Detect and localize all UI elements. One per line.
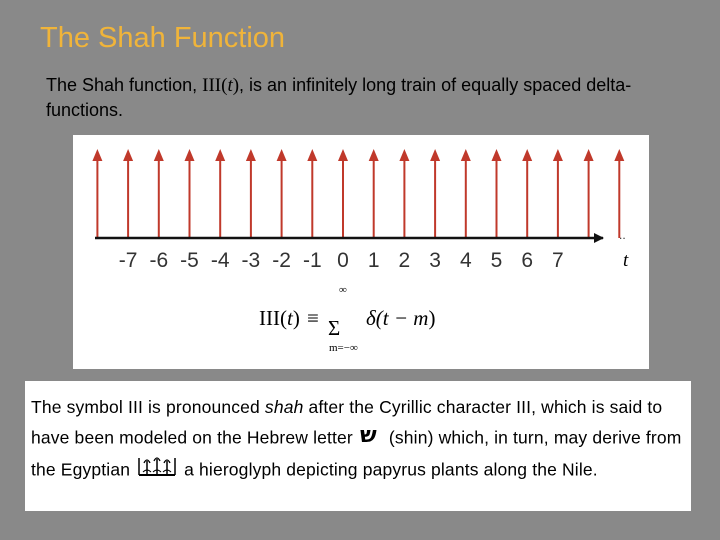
delta-spike-arrowhead bbox=[154, 149, 164, 161]
delta-spike bbox=[92, 149, 102, 238]
shin-glyph: ש bbox=[359, 422, 377, 445]
delta-spike-arrowhead bbox=[430, 149, 440, 161]
shah-formula bbox=[259, 284, 435, 354]
shah-note-text bbox=[31, 393, 687, 488]
tick-label: -5 bbox=[180, 249, 199, 272]
tick-label: -7 bbox=[118, 249, 138, 272]
delta-spike bbox=[307, 149, 317, 238]
intro-paragraph bbox=[46, 73, 666, 123]
delta-spike bbox=[614, 149, 624, 238]
tick-label: 2 bbox=[398, 249, 411, 272]
formula-lhs-var: t bbox=[286, 306, 293, 330]
delta-spike-arrowhead bbox=[553, 149, 563, 161]
delta-spike-arrowhead bbox=[369, 149, 379, 161]
shah-symbol: III( bbox=[202, 75, 228, 96]
shah-diagram bbox=[73, 135, 649, 369]
tick-label: -3 bbox=[241, 249, 261, 272]
svg-text:δ(t − m) bbox=[366, 306, 435, 330]
delta-spike bbox=[369, 149, 379, 238]
intro-text-before: The Shah function, bbox=[46, 75, 198, 95]
tick-label: -1 bbox=[302, 249, 322, 272]
delta-spike-arrowhead bbox=[522, 149, 532, 161]
shah-variable: t bbox=[227, 75, 233, 96]
delta-spike-arrowhead bbox=[584, 149, 594, 161]
delta-spike-arrowhead bbox=[614, 149, 624, 161]
formula-lhs: III( bbox=[259, 306, 287, 330]
delta-spike bbox=[338, 149, 348, 238]
delta-spike-arrowhead bbox=[338, 149, 348, 161]
delta-spike-arrowhead bbox=[399, 149, 409, 161]
tick-labels bbox=[119, 249, 564, 272]
formula-sum-upper: ∞ bbox=[339, 284, 347, 296]
tick-label: 5 bbox=[490, 249, 503, 272]
tick-label: 6 bbox=[521, 249, 534, 272]
shah-note-box bbox=[25, 381, 691, 511]
delta-spike bbox=[584, 149, 594, 238]
delta-spike bbox=[492, 149, 502, 238]
delta-spike bbox=[277, 149, 287, 238]
formula-arg: t − m bbox=[382, 306, 429, 330]
note-p3: (shin) which, in turn, may derive from the Egyptian bbox=[31, 426, 682, 480]
delta-spike-arrowhead bbox=[185, 149, 195, 161]
delta-spike bbox=[399, 149, 409, 238]
note-shah-word: shah bbox=[264, 397, 304, 417]
slide-title: The Shah Function bbox=[40, 22, 286, 54]
tick-label: -6 bbox=[149, 249, 169, 272]
delta-spike bbox=[553, 149, 563, 238]
delta-spike-arrowhead bbox=[246, 149, 256, 161]
note-p1: The symbol III is pronounced bbox=[31, 397, 265, 417]
delta-spike-arrowhead bbox=[123, 149, 133, 161]
shah-diagram-svg bbox=[73, 135, 649, 369]
delta-spike-arrowhead bbox=[92, 149, 102, 161]
tick-label: 3 bbox=[429, 249, 441, 272]
delta-spike bbox=[522, 149, 532, 238]
note-p4: a hieroglyph depicting papyrus plants along the Nile. bbox=[184, 459, 598, 480]
delta-spike bbox=[246, 149, 256, 238]
delta-spike-arrowhead bbox=[277, 149, 287, 161]
formula-close: ) bbox=[428, 306, 436, 330]
delta-spikes bbox=[92, 149, 624, 238]
svg-text:III(t) bbox=[259, 306, 300, 330]
tick-label: -4 bbox=[210, 249, 230, 272]
delta-spike-arrowhead bbox=[461, 149, 471, 161]
delta-spike-arrowhead bbox=[492, 149, 502, 161]
shah-symbol-close: ) bbox=[232, 75, 240, 96]
tick-label: 1 bbox=[367, 249, 380, 272]
delta-spike bbox=[123, 149, 133, 238]
formula-lhs-close: ) bbox=[292, 306, 300, 330]
axis-ellipsis: .. bbox=[619, 228, 626, 242]
delta-spike bbox=[430, 149, 440, 238]
tick-label: -2 bbox=[272, 249, 291, 272]
delta-spike-arrowhead bbox=[215, 149, 225, 161]
delta-spike bbox=[185, 149, 195, 238]
tick-label: 7 bbox=[552, 249, 564, 272]
formula-delta: δ( bbox=[366, 306, 383, 330]
intro-text-after: , is an infinitely long train of equally spaced delta-functions. bbox=[46, 75, 632, 120]
shin-letter-icon bbox=[358, 423, 384, 455]
delta-spike-arrowhead bbox=[307, 149, 317, 161]
tick-label: 4 bbox=[459, 249, 472, 272]
tick-label: 0 bbox=[337, 249, 349, 272]
formula-sum-lower: m=−∞ bbox=[329, 342, 358, 354]
papyrus-hieroglyph-icon bbox=[135, 454, 179, 488]
sum-icon: Σ bbox=[328, 316, 341, 340]
note-p2: after the Cyrillic character III, which is said to have been modeled on the Hebrew letter bbox=[31, 397, 663, 447]
delta-spike bbox=[215, 149, 225, 238]
formula-equiv: ≡ bbox=[307, 306, 319, 330]
delta-spike bbox=[154, 149, 164, 238]
axis-variable-label: t bbox=[623, 250, 629, 271]
delta-spike bbox=[461, 149, 471, 238]
